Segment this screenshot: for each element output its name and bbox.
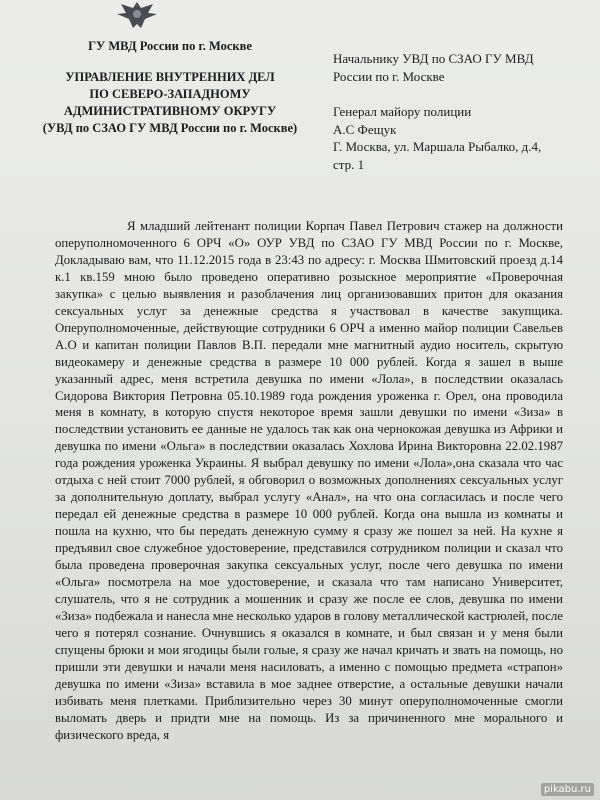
recipient-line: Начальнику УВД по СЗАО ГУ МВД <box>333 51 534 66</box>
watermark: pikabu.ru <box>541 783 594 796</box>
department-line: (УВД по СЗАО ГУ МВД России по г. Москве) <box>42 121 298 135</box>
org-name: ГУ МВД России по г. Москве <box>88 39 252 53</box>
department-line: АДМИНИСТРАТИВНОМУ ОКРУГУ <box>63 104 277 118</box>
report-paragraph: Я младший лейтенант полиции Корпач Павел Петрович стажер на должности оперуполномоченного 6 ОРЧ «О» ОУР УВД по СЗАО ГУ МВД России по г. Москве, Докладываю вам, что 11.12.2015 года в 23:43 по адресу: г. Москва Шмитовский проезд д.14 к.1 кв.159 мною было проведено оперативно розыскное мероприятие «Проверочная закупка» с целью выявления и разоблачения лиц организовавших притон для оказания сексуальных услуг за денежные средства я участвовал в качестве закупщика. Оперуполномоченные, действующие сотрудники 6 ОРЧ а именно майор полиции Савельев А.О и капитан полиции Павлов В.П. передали мне магнитный аудио носитель, скрытую видеокамеру и денежные средства в размере 10 000 рублей. Когда я зашел в выше указанный адрес, меня встретила девушка по имени «Лола», в последствии оказалась Сидорова Виктория Петровна 05.10.1989 года рождения уроженка г. Орел, она проводила меня в комнату, в которую спустя некоторое время зашли девушки по имени «Зиза» в последствии установить ее данные не удалось так как она чернокожая девушка из Африки и девушка по имени «Ольга» в последствии оказалась Хохлова Ирина Викторовна 22.02.1987 года рождения уроженка Украины. Я выбрал девушку по имени «Лола»,она сказала что час отдыха с ней стоит 7000 рублей, я обговорил о возможных дополнениях сексуальных услуг за дополнительную доплату, выбрал услугу «Анал», на что она согласилась и после чего передал ей денежные средства в размере 10 000 рублей. Когда она вышла из комнаты и пошла на кухню, что бы передать денежную сумму я сразу же пошел за ней. На кухне я предъявил свое служебное удостоверение, представился сотрудником полиции и сказал что была проведена проверочная закупка сексуальных услуг, после чего девушка по имени «Ольга» посмотрела на мое удостоверение, и сказала что там написано Университет, слушатель, что я не сотрудник а мошенник и сразу же после ее слов, девушка по имени «Зиза» подбежала и нанесла мне несколько ударов в голову металлической кастрюлей, после чего я потерял сознание. Очнувшись я оказался в комнате, и был связан и у меня были спущены брюки и мои ягодицы были голые, я сразу же начал кричать и звать на помощь, но пришли эти девушки и начали меня насиловать, а именно с помощью предмета «страпон» девушка по имени «Зиза» вставила в мое заднее отверстие, а остальные девушки начали избивать меня плетками. Приблизительно через 30 минут оперуполномоченные смогли выломать дверь и придти мне на помощь. Из за причиненного мне морального и физического вреда, я <box>55 219 563 742</box>
sender-header <box>30 38 310 137</box>
department-line: УПРАВЛЕНИЕ ВНУТРЕННИХ ДЕЛ <box>65 70 275 84</box>
recipient-name: А.С Фещук <box>333 121 397 137</box>
recipient-address-line: Г. Москва, ул. Маршала Рыбалко, д.4, <box>333 139 542 155</box>
eagle-emblem-icon <box>115 0 159 30</box>
department-line: ПО СЕВЕРО-ЗАПАДНОМУ <box>89 87 251 101</box>
report-body <box>55 218 563 744</box>
recipient-title: Генерал майору полиции <box>333 104 472 120</box>
recipient-line: России по г. Москве <box>333 68 445 84</box>
recipient-address-line: стр. 1 <box>333 156 365 172</box>
recipient-header <box>333 50 593 174</box>
